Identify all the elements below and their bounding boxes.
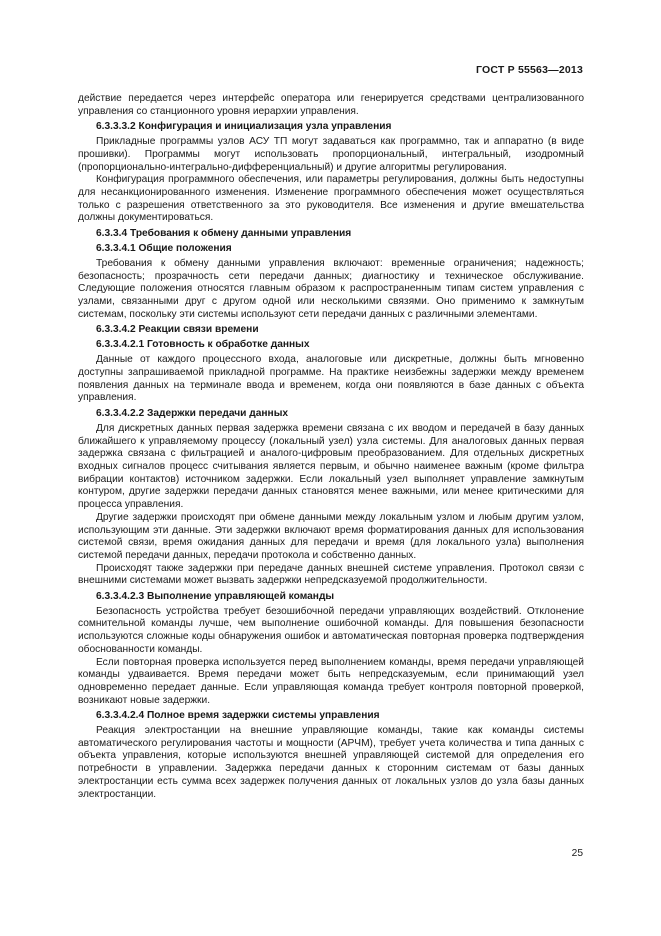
paragraph: действие передается через интерфейс оператора или генерируется средствами централизованного управления со станционного уровня иерархии управления. (78, 93, 584, 117)
section-heading: 6.3.3.4.2 Реакции связи времени (96, 323, 259, 335)
page-number: 25 (571, 848, 583, 859)
section-heading: 6.3.3.4.2.4 Полное время задержки системы управления (96, 709, 380, 721)
section-heading: 6.3.3.4 Требования к обмену данными управления (96, 227, 352, 239)
paragraph: Другие задержки происходят при обмене данными между локальным узлом и любым другим узлом, использующим эти данные. Эти задержки включают время форматирования данных для использования системой связи, время ожидания данных для передачи и время (для локального узла) выполнения системой передачи данных, передачи протокола и собственно данных. (78, 511, 584, 561)
paragraph: Данные от каждого процессного входа, аналоговые или дискретные, должны быть мгновенно доступны запрашиваемой прикладной программе. На практике неизбежны задержки между временем появления данных на терминале ввода и временем, когда они появляются в базе данных с объекта управления. (78, 354, 584, 404)
paragraph: Реакция электростанции на внешние управляющие команды, такие как команды системы автоматического регулирования частоты и мощности (АРЧМ), требует учета количества и типа данных с объекта управления, которые используются внешней управляющей системой для определения его потребности в управлении. Задержка передачи данных к сторонним системам от базы данных электростанции есть сумма всех задержек получения данных от локальных узлов до узла базы данных электростанции. (78, 725, 584, 800)
section-heading: 6.3.3.4.2.2 Задержки передачи данных (96, 407, 289, 419)
paragraph: Конфигурация программного обеспечения, или параметры регулирования, должны быть недоступны для несанкционированного изменения. Изменение программного обеспечения может осуществляться только с разрешения ответственного за это руководителя. Все изменения и другие вмешательства должны документироваться. (78, 174, 584, 224)
paragraph: Для дискретных данных первая задержка времени связана с их вводом и передачей в базу данных ближайшего к управляемому процессу (локальный узел) узла системы. Для аналоговых данных первая задержка связана с фильтрацией и аналого-цифровым преобразованием. Для отдельных дискретных входных сигналов процесс считывания является первым, и обычно наименее важным (кроме фильтра вибрации контактов) источником задержки. Если локальный узел выполняет управление замкнутым контуром, другие задержки передачи данных становятся менее важными, или менее критическими для процесса управления. (78, 422, 584, 511)
paragraph: Происходят также задержки при передаче данных внешней системе управления. Протокол связи с внешними системами может вызвать задержки непредсказуемой продолжительности. (78, 562, 584, 587)
paragraph: Требования к обмену данными управления включают: временные ограничения; надежность; безопасность; прозрачность сети передачи данных; диагностику и техническое обслуживание. Следующие положения относятся главным образом к распространенным типам систем управления с узлами, связанными друг с другом одной или несколькими связями. Оно применимо к замкнутым системам, поскольку эти системы используют сети передачи данных с различными элементами. (78, 257, 584, 320)
section-heading: 6.3.3.3.2 Конфигурация и инициализация узла управления (96, 120, 392, 132)
paragraph: Безопасность устройства требует безошибочной передачи управляющих воздействий. Отклонение сомнительной команды лучше, чем выполнение ошибочной команды. Для повышения безопасности используются сложные коды обнаружения ошибок и автоматическая повторная проверка подтверждения обоснованности команды. (78, 605, 584, 655)
paragraph: Прикладные программы узлов АСУ ТП могут задаваться как программно, так и аппаратно (в виде прошивки). Программы могут использовать пропорциональный, интегральный, изодромный (пропорционально-интегрально-дифференциальный) и другие алгоритмы регулирования. (78, 136, 584, 173)
section-heading: 6.3.3.4.2.1 Готовность к обработке данных (96, 339, 310, 351)
section-heading: 6.3.3.4.2.3 Выполнение управляющей команды (96, 590, 335, 602)
page-body (78, 93, 584, 801)
section-heading: 6.3.3.4.1 Общие положения (96, 242, 232, 254)
document-id: ГОСТ Р 55563—2013 (475, 64, 583, 76)
paragraph: Если повторная проверка используется перед выполнением команды, время передачи управляющей команды удваивается. Время передачи может быть непредсказуемым, если принимающий узел одновременно передает данные. Если управляющая команда требует контроля повторной проверкой, возникают новые задержки. (78, 656, 584, 706)
